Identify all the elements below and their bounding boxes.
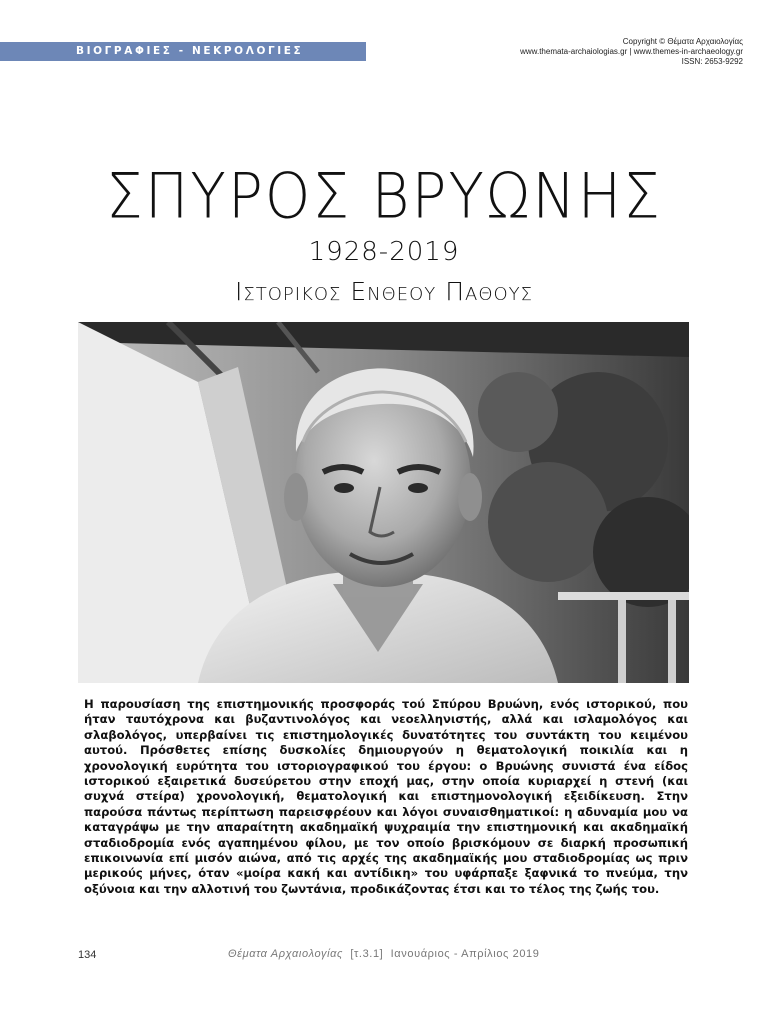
article-title: ΣΠΥΡΟΣ ΒΡΥΩΝΗΣ [106, 159, 662, 233]
portrait-photo [78, 322, 689, 683]
copyright-block [520, 37, 743, 67]
article-body: Η παρουσίαση της επιστημονικής προσφοράς τού Σπύρου Βρυώνη, ενός ιστορικού, που ήταν ταυτόχρονα και βυζαντινολόγος και νεοελληνιστής, αλλά και ισλαμολόγος και σλαβολόγος, υπερβαίνει τις επιστημολογικές δυνατότητες του συντάκτη του κειμένου αυτού. Πρόσθετες επίσης δυσκολίες δημιουργούν η θεματολογική ποικιλία και η χρονολογική ευρύτητα του ιστοριογραφικού του έργου: ο Βρυώνης συνιστά ένα είδος ιστορικού εξαιρετικά δυσεύρετου στην εποχή μας, στην οποία κυριαρχεί η στενή (και συχνά στείρα) χρονολογική, θεματολογική και επιστημονολογική εξειδίκευση. Στην παρούσα πάντως περίπτωση παρεισφρέουν και λόγοι συναισθηματικοί: η αδυναμία μου να καταγράψω με την απαραίτητη ακαδημαϊκή ψυχραιμία την επιστημονική και ακαδημαϊκή σταδιοδρομία ενός αγαπημένου φίλου, με τον οποίο βρισκόμουν σε διαρκή προσωπική επικοινωνία επί μισόν αιώνα, από τις αρχές της ακαδημαϊκής μου σταδιοδρομίας ως πριν μερικούς μήνες, όταν «μοίρα κακή και αντίδικη» του υφάρπαξε ξαφνικά το πνεύμα, την οξύνοια και την αλλοτινή του ζωντάνια, προδικάζοντας έτσι και το τέλος της ζωής του. [84, 697, 688, 896]
copyright-line: Copyright © Θέματα Αρχαιολογίας [622, 37, 743, 46]
article-subtitle: Ιστορικος Ενθεου Παθους [234, 277, 534, 306]
websites-link[interactable]: www.themata-archaiologias.gr | www.themes-in-archaeology.gr [520, 47, 743, 56]
article-years: 1928-2019 [308, 237, 460, 267]
issue-date: Ιανουάριος - Απρίλιος 2019 [390, 948, 540, 960]
page-number: 134 [78, 949, 97, 961]
issue-number: [τ.3.1] [350, 948, 384, 960]
journal-footer [228, 948, 539, 960]
portrait-photo-icon [78, 322, 689, 683]
journal-name: Θέματα Αρχαιολογίας [228, 948, 344, 960]
section-banner [0, 42, 366, 61]
section-label: ΒΙΟΓΡΑΦΙΕΣ - ΝΕΚΡΟΛΟΓΙΕΣ [76, 45, 304, 57]
issn-line: ISSN: 2653-9292 [681, 57, 743, 66]
